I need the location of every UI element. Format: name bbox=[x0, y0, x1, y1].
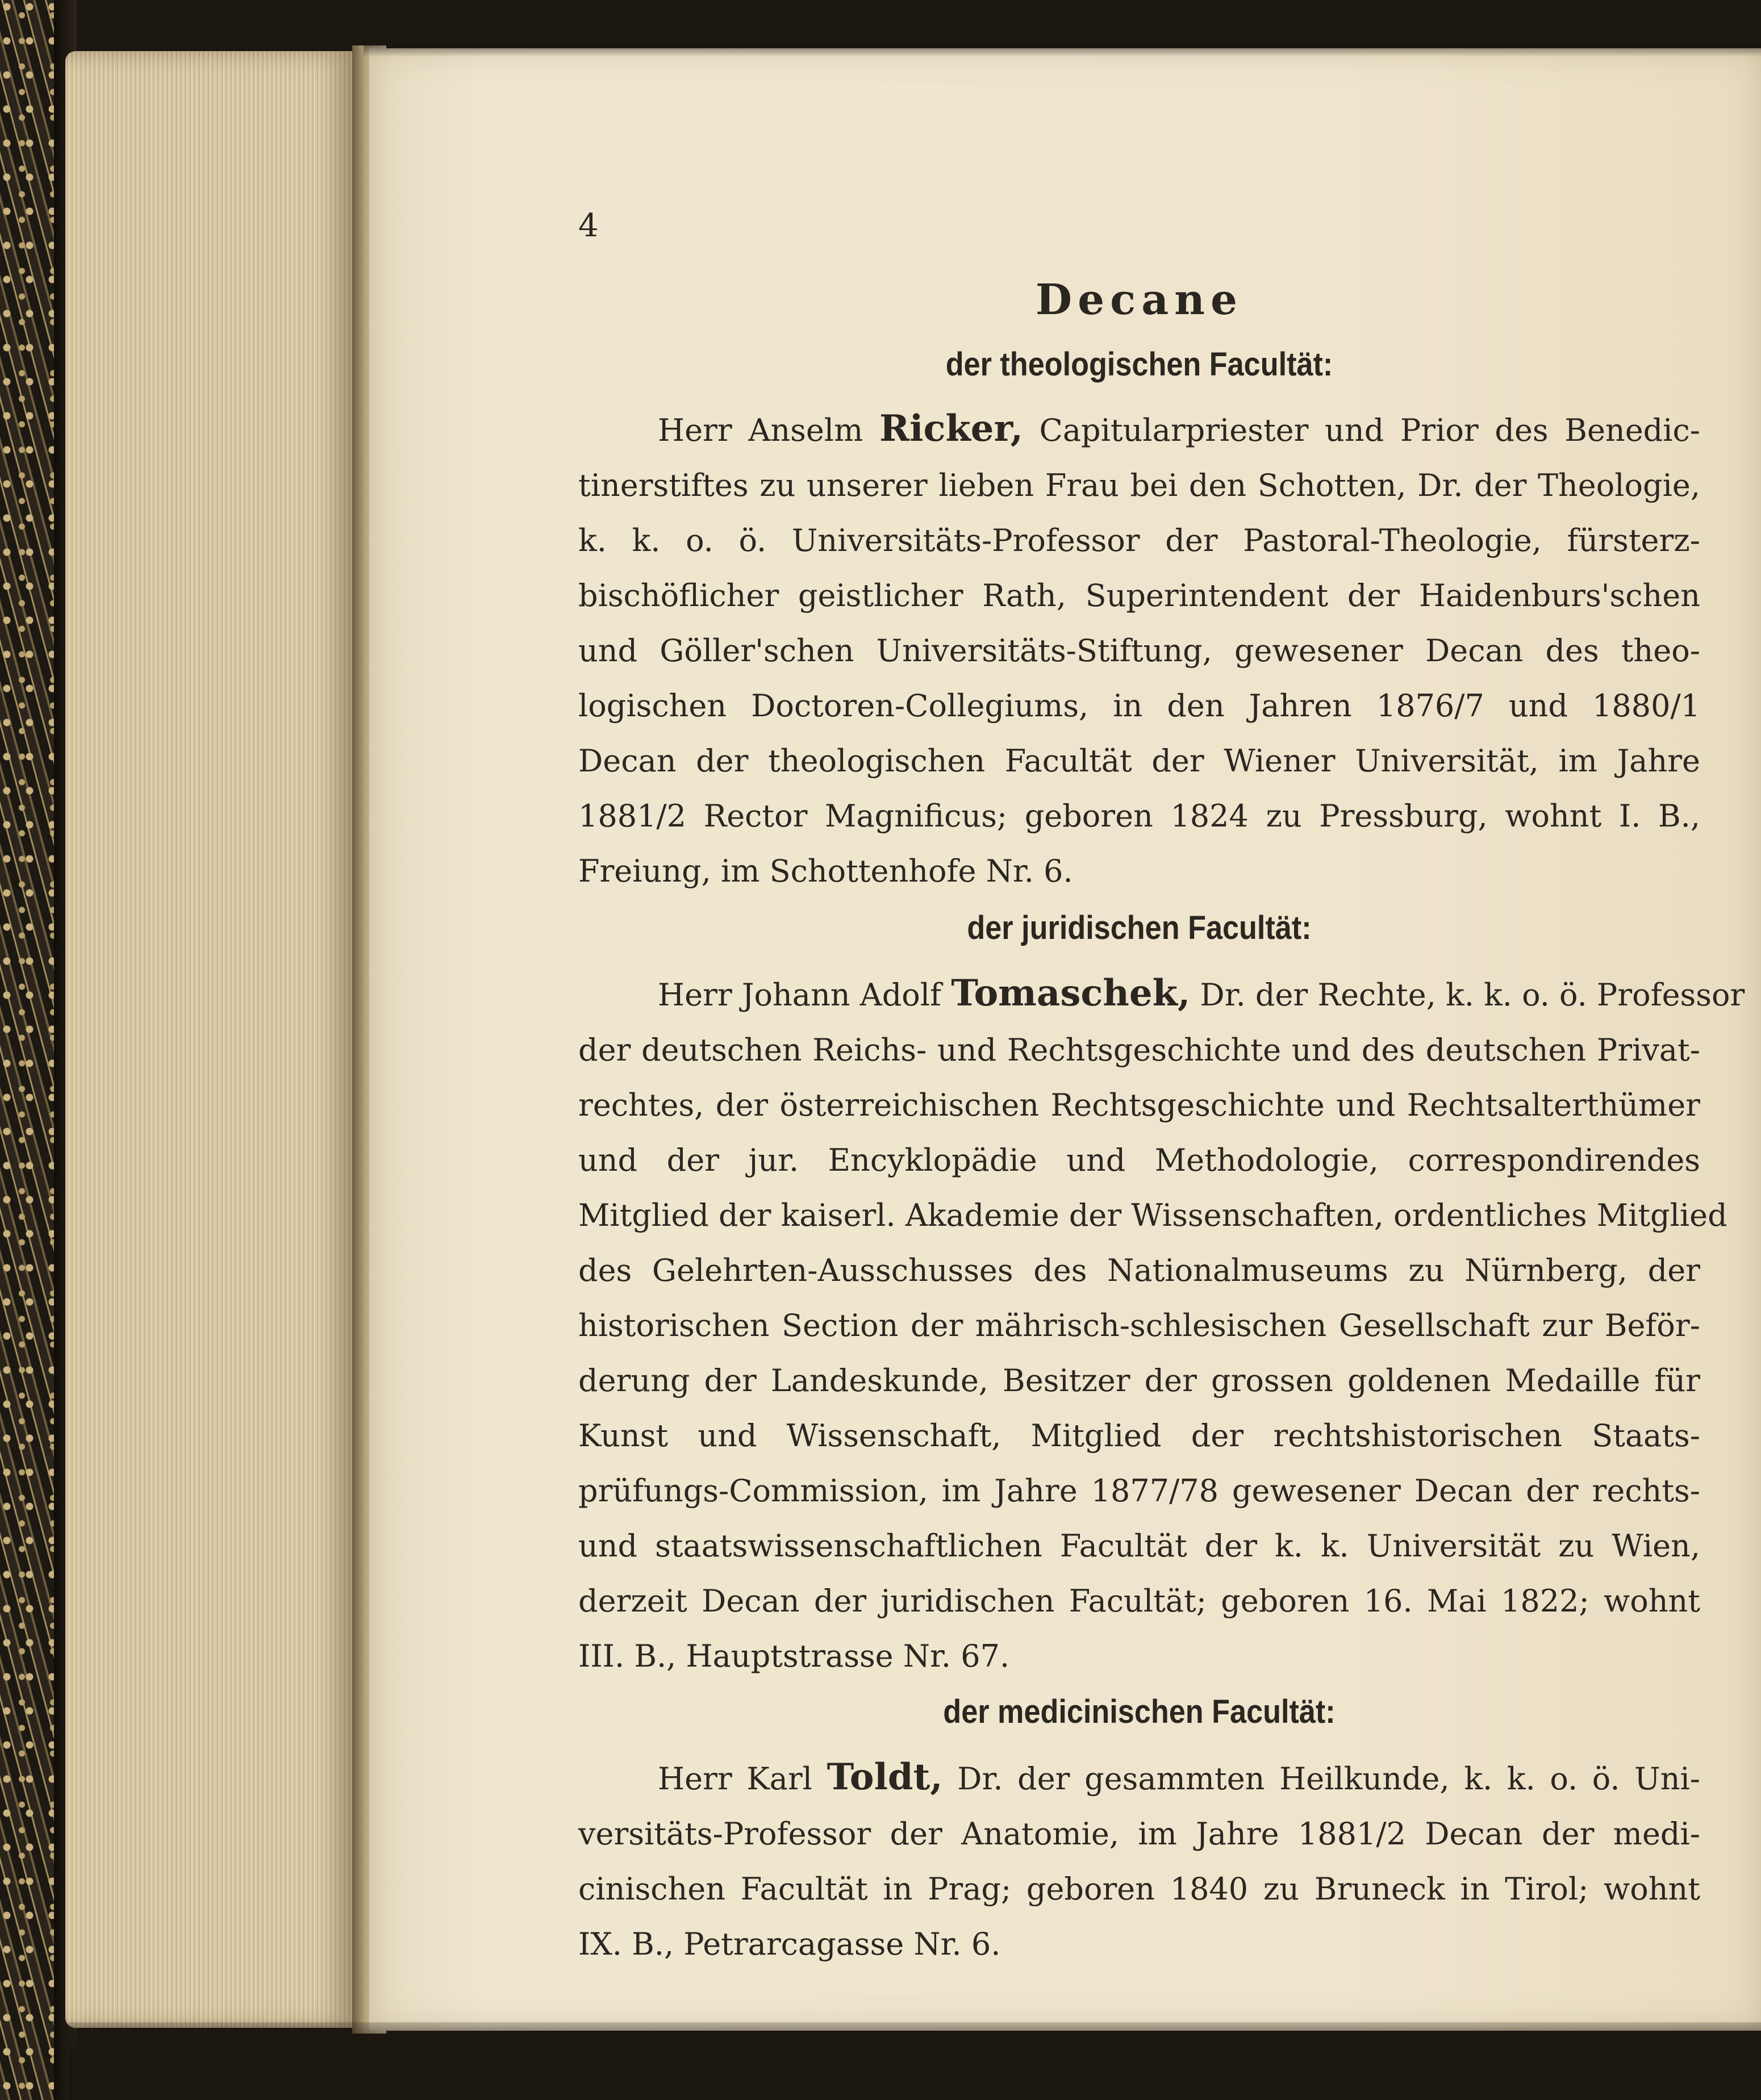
paragraph-line: Freiung, im Schottenhofe Nr. 6. bbox=[578, 853, 1073, 889]
paragraph-line: derzeit Decan der juridischen Facultät; geboren 16. Mai 1822; wohnt bbox=[578, 1583, 1700, 1619]
paragraph-medicine bbox=[578, 1750, 1700, 1972]
paragraph-line: Mitglied der kaiserl. Akademie der Wissenschaften, ordentliches Mitglied bbox=[578, 1197, 1727, 1233]
person-name: Tomaschek, bbox=[951, 972, 1191, 1014]
paragraph-line: III. B., Hauptstrasse Nr. 67. bbox=[578, 1638, 1010, 1674]
paragraph-line: Herr Johann Adolf Tomaschek, Dr. der Rechte, k. k. o. ö. Professor bbox=[658, 972, 1745, 1014]
paragraph-theology bbox=[578, 401, 1700, 899]
section-heading-theology: der theologischen Facultät: bbox=[945, 346, 1333, 383]
top-shadow bbox=[364, 34, 1761, 57]
page-number: 4 bbox=[578, 207, 599, 244]
paragraph-line: der deutschen Reichs- und Rechtsgeschichte und des deutschen Privat- bbox=[578, 1032, 1700, 1068]
paragraph-line: Decan der theologischen Facultät der Wiener Universität, im Jahre bbox=[578, 743, 1700, 779]
paragraph-line: historischen Section der mährisch-schlesischen Gesellschaft zur Beför- bbox=[578, 1308, 1700, 1343]
section-heading-law: der juridischen Facultät: bbox=[967, 909, 1312, 946]
person-name: Ricker, bbox=[879, 407, 1023, 450]
page-title: Decane bbox=[1035, 275, 1243, 324]
section-heading-medicine: der medicinischen Facultät: bbox=[943, 1693, 1336, 1730]
paragraph-line: cinischen Facultät in Prag; geboren 1840 zu Bruneck in Tirol; wohnt bbox=[578, 1871, 1700, 1907]
paragraph-line: und Göller'schen Universitäts-Stiftung, gewesener Decan des theo- bbox=[578, 633, 1700, 669]
paragraph-line: derung der Landeskunde, Besitzer der grossen goldenen Medaille für bbox=[578, 1363, 1700, 1398]
paragraph-line: Herr Karl Toldt, Dr. der gesammten Heilkunde, k. k. o. ö. Uni- bbox=[658, 1756, 1700, 1798]
paragraph-line: Kunst und Wissenschaft, Mitglied der rechtshistorischen Staats- bbox=[578, 1418, 1700, 1454]
paragraph-line: logischen Doctoren-Collegiums, in den Jahren 1876/7 und 1880/1 bbox=[578, 688, 1700, 724]
paragraph-line: tinerstiftes zu unserer lieben Frau bei den Schotten, Dr. der Theologie, bbox=[578, 467, 1700, 503]
paragraph-line: 1881/2 Rector Magnificus; geboren 1824 zu Pressburg, wohnt I. B., bbox=[578, 798, 1700, 834]
paragraph-line: prüfungs-Commission, im Jahre 1877/78 gewesener Decan der rechts- bbox=[578, 1473, 1700, 1509]
paragraph-law bbox=[578, 966, 1745, 1684]
paragraph-line: und staatswissenschaftlichen Facultät der k. k. Universität zu Wien, bbox=[578, 1528, 1700, 1564]
person-name: Toldt, bbox=[827, 1756, 943, 1798]
paragraph-line: versitäts-Professor der Anatomie, im Jahre 1881/2 Decan der medi- bbox=[578, 1816, 1700, 1852]
paragraph-line: bischöflicher geistlicher Rath, Superintendent der Haidenburs'schen bbox=[578, 578, 1700, 613]
paragraph-line: rechtes, der österreichischen Rechtsgeschichte und Rechtsalterthümer bbox=[578, 1087, 1700, 1123]
paragraph-line: k. k. o. ö. Universitäts-Professor der Pastoral-Theologie, fürsterz- bbox=[578, 523, 1700, 558]
paragraph-line: Herr Anselm Ricker, Capitularpriester und Prior des Benedic- bbox=[658, 407, 1700, 450]
page-edges-stack bbox=[65, 51, 361, 2028]
paragraph-line: des Gelehrten-Ausschusses des Nationalmuseums zu Nürnberg, der bbox=[578, 1253, 1700, 1288]
paragraph-line: IX. B., Petrarcagasse Nr. 6. bbox=[578, 1926, 1001, 1962]
paragraph-line: und der jur. Encyklopädie und Methodologie, correspondirendes bbox=[578, 1142, 1700, 1178]
bottom-shadow bbox=[68, 2022, 1761, 2100]
